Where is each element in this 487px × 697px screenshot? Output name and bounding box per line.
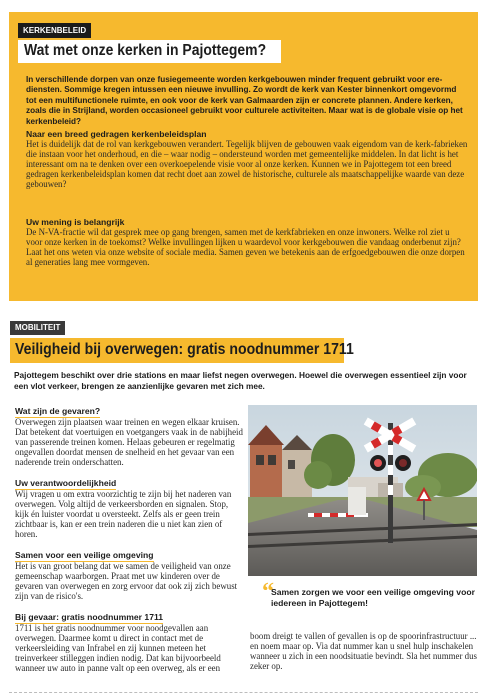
text-veilige-omgeving: Het is van groot belang dat we samen de veiligheid van onze gemeenschap waarborgen. Praat met uw kinderen over de gevaren van overwegen en zorg ervoor dat ook zij zich bewust zijn van de risico's.: [15, 561, 238, 601]
kerkenbeleid-heading-plan: Naar een breed gedragen kerkenbeleidsplan: [26, 129, 207, 139]
kerkenbeleid-heading-mening: Uw mening is belangrijk: [26, 217, 125, 227]
mobiliteit-title: Veiligheid bij overwegen: gratis noodnummer 1711: [15, 341, 354, 358]
text-gevaren: Overwegen zijn plaatsen waar treinen en wegen elkaar kruisen. Dat betekent dat voertuigen en voetgangers vaak in de nabijheid van passerende treinen komen. Helaas gebeuren er regelmatig ongevallen doordat mensen de snelheid en het gevaar van een naderende trein onderschatten.: [15, 417, 243, 467]
section-tag-kerkenbeleid: KERKENBELEID: [18, 23, 91, 38]
railway-crossing-photo: [248, 405, 477, 576]
heading-noodnummer: Bij gevaar: gratis noodnummer 1711: [15, 612, 164, 622]
text-verantwoordelijkheid: Wij vragen u om extra voorzichtig te zijn bij het naderen van overwegen. Volg altijd de verkeersborden en signalen. Stop, kijk én luister voordat u oversteekt. Zelfs als er geen trein zichtbaar is, kan er een trein naderen die u niet kan zien of horen.: [15, 489, 232, 539]
footer-divider: [9, 692, 478, 693]
quote-text: Samen zorgen we voor een veilige omgeving voor iedereen in Pajottegem!: [271, 587, 475, 608]
kerkenbeleid-text-plan: Het is duidelijk dat de rol van kerkgebouwen verandert. Tegelijk blijven de gebouwen vaak eigendom van de kerk-fabrieken die instaan voor het onderhoud, en die – waar nodig – ondersteund worden met gemeentelijke middelen. In dat licht is het interessant om na te denken over een overkoepelende visie voor al onze kerken. Kunnen we in Pajottegem tot een breed gedragen kerkenbeleidsplan komen dat recht doet aan zowel de historische, culturele als maatschappelijke waarde van deze gebouwen?: [26, 139, 468, 189]
heading-verantwoordelijkheid: Uw verantwoordelijkheid: [15, 478, 117, 488]
heading-veilige-omgeving: Samen voor een veilige omgeving: [15, 550, 154, 560]
mobiliteit-title-box: [10, 338, 354, 363]
text-noodnummer: 1711 is het gratis noodnummer voor noodgevallen aan overwegen. Daarmee komt u direct in contact met de verkeersleiding van Infrabel en zij kunnen meteen het treinverkeer stilleggen indien nodig. Dat kan bijvoorbeeld wanneer uw auto in panne valt op een overweg, als er een: [15, 623, 221, 673]
kerkenbeleid-title-box: [18, 40, 281, 63]
quote-mark-icon: “: [262, 579, 274, 605]
kerkenbeleid-text-mening: De N-VA-fractie wil dat gesprek mee op gang brengen, samen met de kerkfabrieken en onze inwoners. Welke rol ziet u voor onze kerken in de toekomst? Welke invullingen lijken u waardevol voor kerkgebouwen die vandaag onderbenut zijn? Laat het ons weten via onze website of sociale media. Samen geven we betekenis aan de erfgoedgebouwen die onze dorpen al generaties lang mee vormgeven.: [26, 227, 465, 267]
heading-gevaren: Wat zijn de gevaren?: [15, 406, 101, 416]
text-noodnummer-continued: boom dreigt te vallen of gevallen is op de spoorinfrastructuur ... en noem maar op. Via dat nummer kan u snel hulp inschakelen wanneer u zich in een noodsituatie bevindt. Sla het nummer dus zeker op.: [250, 631, 477, 671]
mobiliteit-lead: Pajottegem beschikt over drie stations en maar liefst negen overwegen. Hoewel die overwegen essentieel zijn voor een vlot verkeer, brengen ze aanzienlijke gevaren met zich mee.: [14, 370, 467, 392]
kerkenbeleid-lead: In verschillende dorpen van onze fusiegemeente worden kerkgebouwen minder frequent gebruikt voor ere-diensten. Sommige kregen intussen een nieuwe invulling. Zo wordt de kerk van Kester binnenkort omgevormd tot een multifunctionele ruimte, en ook voor de kerk van Galmaarden zijn er concrete plannen. Andere kerken, zoals die in Strijland, worden occasioneel gebruikt voor culturele activiteiten. Maar wat is de globale visie op het kerkenbeleid?: [26, 75, 463, 126]
section-tag-mobiliteit: MOBILITEIT: [10, 321, 65, 335]
kerkenbeleid-title: Wat met onze kerken in Pajottegem?: [24, 42, 267, 59]
